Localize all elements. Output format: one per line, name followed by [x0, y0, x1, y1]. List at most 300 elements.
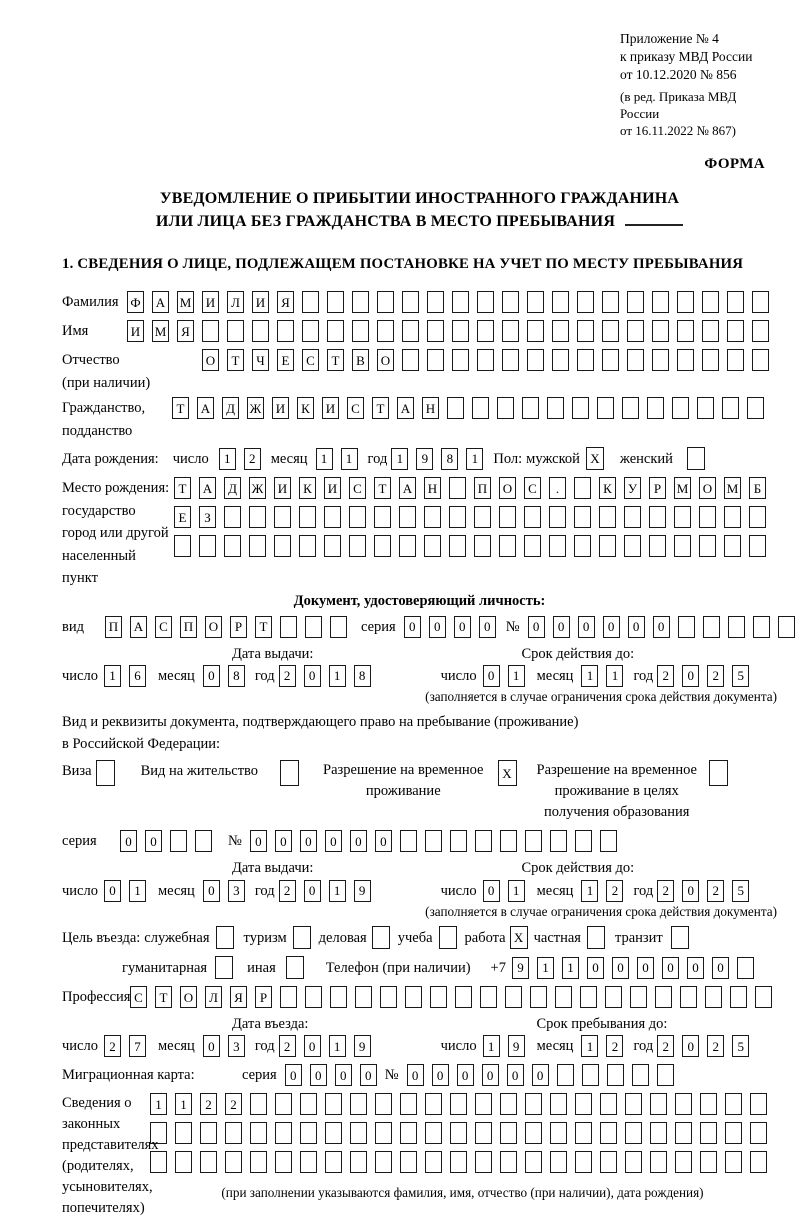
char-box: 0: [285, 1064, 302, 1086]
char-box: 2: [200, 1093, 217, 1115]
char-box: [527, 291, 544, 313]
issue-date-label: Дата выдачи:: [232, 645, 314, 662]
char-box: А: [197, 397, 214, 419]
char-box: Т: [227, 349, 244, 371]
char-box: Т: [327, 349, 344, 371]
char-box: [527, 349, 544, 371]
char-box: [752, 320, 769, 342]
birth-date-row: [62, 447, 777, 470]
char-box: [449, 535, 466, 557]
series-label: серия: [242, 1067, 277, 1084]
char-box: [299, 535, 316, 557]
char-box: [475, 1093, 492, 1115]
char-box: [439, 926, 457, 949]
char-box: 2: [657, 880, 674, 902]
char-box: А: [397, 397, 414, 419]
char-box: [680, 986, 697, 1008]
stay-day-boxes: [483, 1035, 533, 1057]
char-box: [450, 1122, 467, 1144]
char-box: [225, 1151, 242, 1173]
char-box: [625, 1151, 642, 1173]
char-box: [250, 1093, 267, 1115]
char-box: [300, 1093, 317, 1115]
char-box: [472, 397, 489, 419]
char-box: [675, 1151, 692, 1173]
char-box: 1: [562, 957, 579, 979]
char-box: 0: [304, 880, 321, 902]
male-checkbox: [586, 447, 604, 470]
char-box: 0: [653, 616, 670, 638]
char-box: [400, 1151, 417, 1173]
char-box: 2: [707, 1035, 724, 1057]
char-box: [697, 397, 714, 419]
char-box: 2: [707, 665, 724, 687]
birth-place-line2: [174, 506, 774, 528]
purpose-official-checkbox: [216, 926, 234, 949]
doc-series-boxes: [404, 616, 504, 638]
title-blank-line: [625, 210, 683, 226]
char-box: [657, 1064, 674, 1086]
char-box: .: [549, 477, 566, 499]
char-box: Я: [230, 986, 247, 1008]
char-box: 0: [482, 1064, 499, 1086]
char-box: [447, 397, 464, 419]
char-box: Т: [174, 477, 191, 499]
char-box: А: [152, 291, 169, 313]
purpose-work-checkbox: [510, 926, 528, 949]
char-box: 0: [360, 1064, 377, 1086]
char-box: 2: [606, 1035, 623, 1057]
char-box: Ф: [127, 291, 144, 313]
sex-label: Пол:: [493, 450, 523, 467]
char-box: 0: [300, 830, 317, 852]
char-box: [677, 320, 694, 342]
purpose-label: Цель въезда:: [62, 929, 141, 946]
char-box: [427, 291, 444, 313]
residence-series-boxes: [120, 830, 220, 852]
surname-label: Фамилия: [62, 294, 119, 311]
char-box: [677, 291, 694, 313]
char-box: [275, 1151, 292, 1173]
surname-row: [62, 291, 777, 313]
char-box: [452, 320, 469, 342]
char-box: [502, 291, 519, 313]
char-box: Б: [749, 477, 766, 499]
char-box: [575, 830, 592, 852]
char-box: [625, 1122, 642, 1144]
char-box: 9: [416, 448, 433, 470]
char-box: 1: [606, 665, 623, 687]
char-box: Р: [649, 477, 666, 499]
char-box: 1: [219, 448, 236, 470]
name-label: Имя: [62, 323, 89, 340]
entry-day-boxes: [104, 1035, 154, 1057]
char-box: [552, 291, 569, 313]
char-box: [752, 291, 769, 313]
char-box: [675, 1093, 692, 1115]
name-boxes: [127, 320, 777, 342]
year-label: год: [367, 450, 388, 467]
char-box: Ж: [249, 477, 266, 499]
purpose-business-checkbox: [372, 926, 390, 949]
char-box: [224, 535, 241, 557]
char-box: [525, 1151, 542, 1173]
char-box: [280, 986, 297, 1008]
char-box: 1: [329, 1035, 346, 1057]
char-box: [730, 986, 747, 1008]
char-box: [355, 986, 372, 1008]
char-box: [372, 926, 390, 949]
char-box: [674, 535, 691, 557]
char-box: [250, 1122, 267, 1144]
char-box: [674, 506, 691, 528]
char-box: [324, 506, 341, 528]
char-box: М: [177, 291, 194, 313]
char-box: [474, 506, 491, 528]
purpose-transit-checkbox: [671, 926, 689, 949]
char-box: С: [524, 477, 541, 499]
month-label: месяц: [270, 450, 308, 467]
char-box: [600, 1122, 617, 1144]
char-box: 0: [637, 957, 654, 979]
representatives-line2: [150, 1122, 775, 1144]
char-box: 1: [329, 880, 346, 902]
char-box: [749, 535, 766, 557]
char-box: [450, 830, 467, 852]
valid-day-boxes: [483, 665, 533, 687]
identity-doc-row: [62, 616, 777, 638]
char-box: 1: [581, 665, 598, 687]
char-box: [524, 506, 541, 528]
annex-line: от 10.12.2020 № 856: [620, 67, 737, 82]
char-box: Я: [277, 291, 294, 313]
char-box: [405, 986, 422, 1008]
char-box: [582, 1064, 599, 1086]
char-box: [557, 1064, 574, 1086]
entry-date-headers: [62, 1015, 777, 1033]
char-box: [452, 291, 469, 313]
valid-until-label: Срок действия до:: [521, 860, 635, 877]
purpose-option-label: учеба: [397, 929, 433, 946]
visa-label: Виза: [62, 763, 92, 780]
char-box: 0: [587, 957, 604, 979]
char-box: Е: [277, 349, 294, 371]
char-box: [330, 986, 347, 1008]
char-box: [477, 349, 494, 371]
char-box: С: [155, 616, 172, 638]
char-box: [402, 291, 419, 313]
year-label: год: [633, 1038, 654, 1055]
char-box: [750, 1151, 767, 1173]
year-label: год: [254, 1038, 275, 1055]
char-box: 7: [129, 1035, 146, 1057]
char-box: [550, 1151, 567, 1173]
char-box: [150, 1122, 167, 1144]
char-box: А: [199, 477, 216, 499]
char-box: [652, 349, 669, 371]
char-box: 0: [687, 957, 704, 979]
char-box: [352, 320, 369, 342]
char-box: [402, 320, 419, 342]
char-box: [449, 477, 466, 499]
char-box: [700, 1151, 717, 1173]
char-box: [275, 1122, 292, 1144]
stay-month-boxes: [581, 1035, 631, 1057]
migration-series-boxes: [285, 1064, 385, 1086]
char-box: 9: [508, 1035, 525, 1057]
char-box: [549, 535, 566, 557]
char-box: 8: [354, 665, 371, 687]
char-box: [374, 535, 391, 557]
char-box: [350, 1093, 367, 1115]
birth-place-line3: [174, 535, 774, 557]
char-box: 0: [578, 616, 595, 638]
char-box: [652, 320, 669, 342]
char-box: [737, 957, 754, 979]
char-box: Н: [422, 397, 439, 419]
series-label: серия: [361, 618, 396, 635]
char-box: 0: [457, 1064, 474, 1086]
char-box: [424, 506, 441, 528]
char-box: О: [699, 477, 716, 499]
char-box: [671, 926, 689, 949]
annex-reference: [620, 30, 777, 139]
char-box: [324, 535, 341, 557]
char-box: [607, 1064, 624, 1086]
char-box: [602, 349, 619, 371]
char-box: 9: [354, 1035, 371, 1057]
valid-year-boxes: [657, 665, 757, 687]
char-box: [199, 535, 216, 557]
char-box: А: [399, 477, 416, 499]
char-box: [722, 397, 739, 419]
char-box: 0: [532, 1064, 549, 1086]
char-box: 1: [316, 448, 333, 470]
char-box: [600, 1093, 617, 1115]
char-box: [649, 506, 666, 528]
char-box: [574, 506, 591, 528]
char-box: [580, 986, 597, 1008]
char-box: [724, 506, 741, 528]
char-box: [280, 760, 299, 786]
char-box: 0: [145, 830, 162, 852]
char-box: [425, 830, 442, 852]
residence-number-boxes: [250, 830, 625, 852]
char-box: С: [302, 349, 319, 371]
char-box: 1: [508, 665, 525, 687]
rvp-label: Разрешение на временное проживание: [323, 762, 484, 800]
identity-doc-date-headers: [62, 645, 777, 663]
char-box: [380, 986, 397, 1008]
purpose-option-label: транзит: [614, 929, 663, 946]
char-box: [497, 397, 514, 419]
char-box: [200, 1122, 217, 1144]
char-box: 0: [682, 1035, 699, 1057]
year-label: год: [633, 882, 654, 899]
char-box: С: [347, 397, 364, 419]
char-box: 1: [329, 665, 346, 687]
female-label: женский: [619, 450, 673, 467]
char-box: [650, 1151, 667, 1173]
char-box: [705, 986, 722, 1008]
char-box: [202, 320, 219, 342]
citizenship-row: [62, 397, 777, 443]
char-box: [525, 1122, 542, 1144]
birth-day-boxes: [219, 448, 269, 470]
migration-number-boxes: [407, 1064, 682, 1086]
char-box: [702, 320, 719, 342]
purpose-option-label: частная: [533, 929, 581, 946]
char-box: [524, 535, 541, 557]
char-box: [325, 1122, 342, 1144]
char-box: 0: [612, 957, 629, 979]
char-box: 1: [581, 1035, 598, 1057]
char-box: 2: [225, 1093, 242, 1115]
char-box: П: [180, 616, 197, 638]
char-box: И: [322, 397, 339, 419]
char-box: 1: [508, 880, 525, 902]
char-box: М: [724, 477, 741, 499]
char-box: 0: [528, 616, 545, 638]
char-box: [425, 1122, 442, 1144]
char-box: [455, 986, 472, 1008]
profession-boxes: [130, 986, 780, 1008]
char-box: [450, 1151, 467, 1173]
char-box: З: [199, 506, 216, 528]
char-box: [350, 1151, 367, 1173]
char-box: [550, 1093, 567, 1115]
char-box: 0: [304, 1035, 321, 1057]
day-label: число: [62, 667, 98, 684]
char-box: [427, 349, 444, 371]
char-box: 0: [250, 830, 267, 852]
char-box: [293, 926, 311, 949]
char-box: [200, 1151, 217, 1173]
char-box: [525, 830, 542, 852]
char-box: 8: [228, 665, 245, 687]
char-box: К: [599, 477, 616, 499]
char-box: 0: [335, 1064, 352, 1086]
doc-kind-boxes: [105, 616, 355, 638]
char-box: [647, 397, 664, 419]
char-box: Т: [372, 397, 389, 419]
char-box: [375, 1122, 392, 1144]
char-box: О: [499, 477, 516, 499]
birth-place-boxes: [174, 477, 774, 557]
char-box: [625, 1093, 642, 1115]
char-box: 2: [279, 665, 296, 687]
char-box: Л: [205, 986, 222, 1008]
purpose-private-checkbox: [587, 926, 605, 949]
char-box: [752, 349, 769, 371]
char-box: [587, 926, 605, 949]
char-box: [555, 986, 572, 1008]
purpose-option-label: гуманитарная: [122, 959, 208, 976]
char-box: [675, 1122, 692, 1144]
stay-year-boxes: [657, 1035, 757, 1057]
male-label: мужской: [526, 450, 580, 467]
char-box: [700, 1093, 717, 1115]
char-box: 3: [228, 880, 245, 902]
char-box: [677, 349, 694, 371]
char-box: [755, 986, 772, 1008]
char-box: [215, 956, 233, 979]
char-box: 5: [732, 665, 749, 687]
char-box: 1: [537, 957, 554, 979]
char-box: [627, 291, 644, 313]
char-box: [627, 349, 644, 371]
char-box: 0: [429, 616, 446, 638]
phone-prefix: +7: [490, 959, 506, 976]
purpose-option-label: служебная: [144, 929, 210, 946]
purpose-option-label: туризм: [243, 929, 287, 946]
char-box: [728, 616, 745, 638]
char-box: 0: [507, 1064, 524, 1086]
representatives-line3: [150, 1151, 775, 1173]
char-box: И: [127, 320, 144, 342]
char-box: [250, 1151, 267, 1173]
char-box: [577, 349, 594, 371]
char-box: [750, 1093, 767, 1115]
valid-until-label: Срок действия до:: [521, 645, 635, 662]
char-box: [747, 397, 764, 419]
char-box: [475, 830, 492, 852]
char-box: О: [205, 616, 222, 638]
char-box: [649, 535, 666, 557]
char-box: [709, 760, 728, 786]
char-box: [572, 397, 589, 419]
char-box: 0: [325, 830, 342, 852]
char-box: 5: [732, 1035, 749, 1057]
char-box: [727, 291, 744, 313]
day-label: число: [440, 667, 477, 684]
char-box: Д: [222, 397, 239, 419]
char-box: П: [474, 477, 491, 499]
title-line-2: ИЛИ ЛИЦА БЕЗ ГРАЖДАНСТВА В МЕСТО ПРЕБЫВАНИЯ: [62, 210, 777, 233]
char-box: [750, 1122, 767, 1144]
char-box: [630, 986, 647, 1008]
char-box: [400, 830, 417, 852]
issue-month-boxes: [203, 665, 253, 687]
char-box: [249, 506, 266, 528]
annex-line: к приказу МВД России: [620, 49, 753, 64]
char-box: [305, 986, 322, 1008]
char-box: [374, 506, 391, 528]
day-label: число: [172, 450, 209, 467]
char-box: [500, 1151, 517, 1173]
char-box: Ж: [247, 397, 264, 419]
char-box: 0: [432, 1064, 449, 1086]
char-box: [449, 506, 466, 528]
char-box: [300, 1122, 317, 1144]
char-box: [280, 616, 297, 638]
char-box: [499, 506, 516, 528]
char-box: 2: [606, 880, 623, 902]
char-box: [274, 506, 291, 528]
char-box: [753, 616, 770, 638]
char-box: [678, 616, 695, 638]
migration-card-label: Миграционная карта:: [62, 1067, 195, 1084]
migration-card-row: [62, 1064, 777, 1086]
char-box: И: [324, 477, 341, 499]
char-box: [574, 477, 591, 499]
char-box: Ч: [252, 349, 269, 371]
doc-kind-label: вид: [62, 618, 84, 635]
char-box: [286, 956, 304, 979]
res-issue-year-boxes: [279, 880, 379, 902]
char-box: [575, 1151, 592, 1173]
char-box: В: [352, 349, 369, 371]
